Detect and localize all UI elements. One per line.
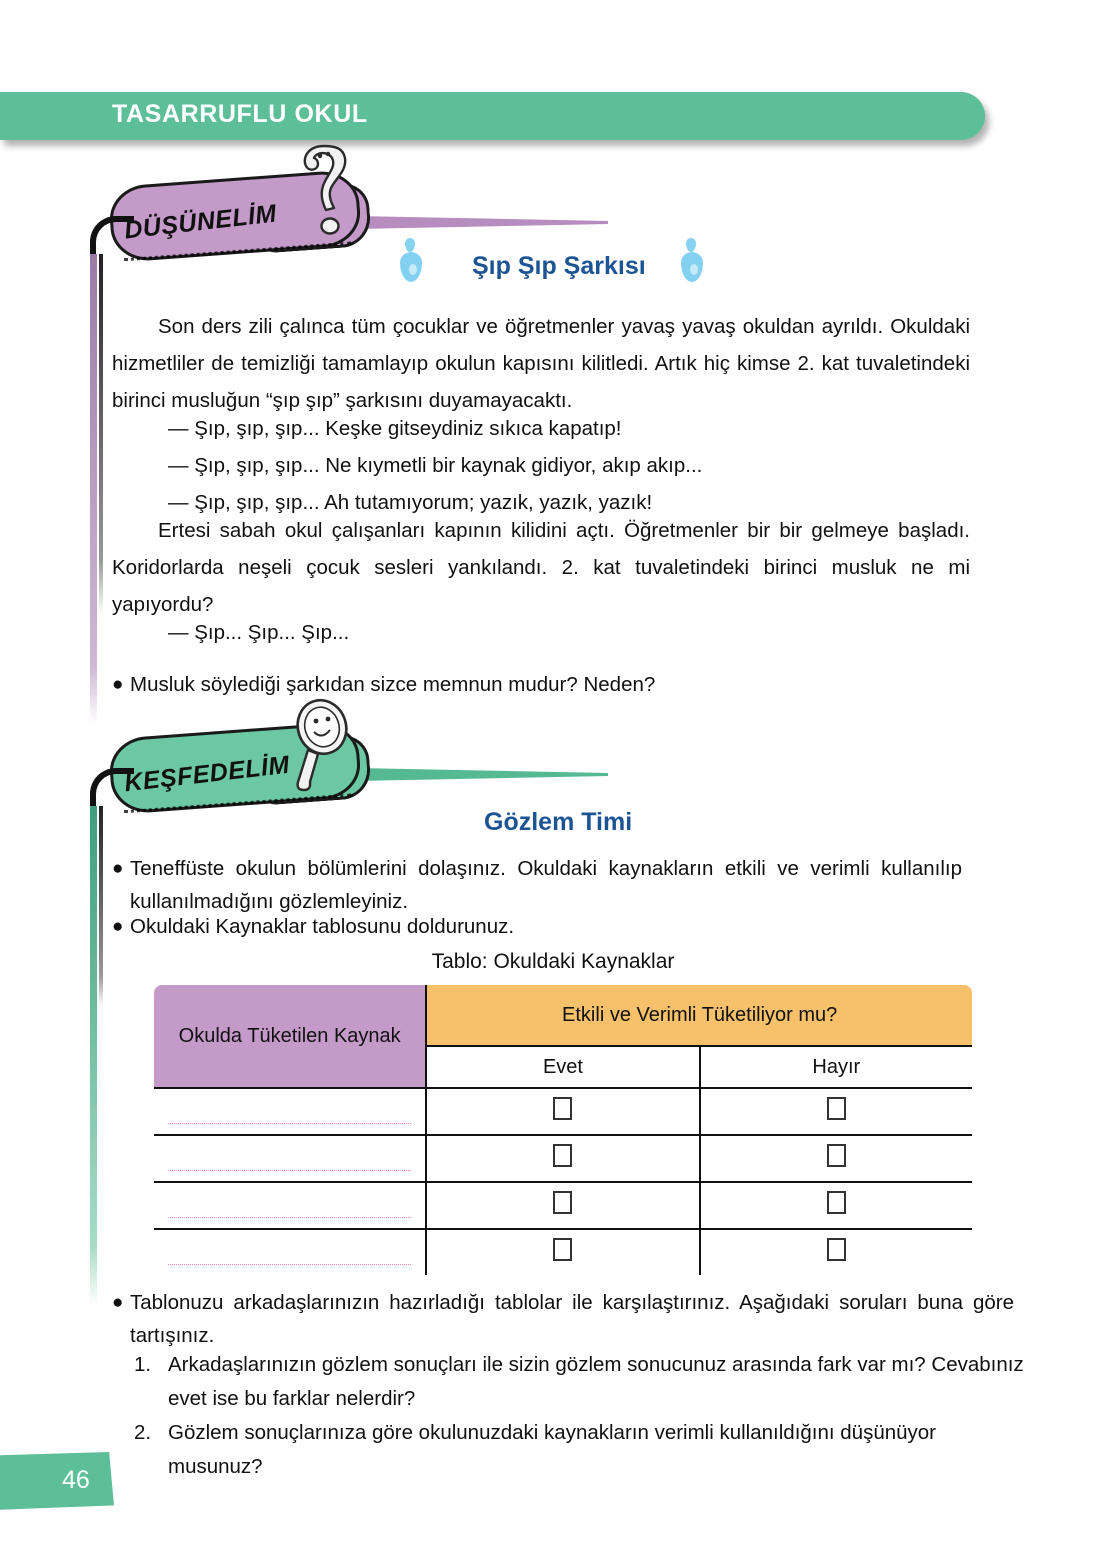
closing-question-2 — [134, 1416, 1034, 1484]
bullet-icon: ● — [112, 916, 124, 937]
resource-input-cell[interactable] — [153, 1135, 426, 1182]
dusunelim-question-text: Musluk söylediği şarkıdan sizce memnun mudur? Neden? — [130, 673, 656, 696]
dialogue-line-2: — Şıp, şıp, şıp... Ne kıymetli bir kaynak gidiyor, akıp akıp... — [168, 454, 703, 477]
dusunelim-question-bullet — [112, 668, 972, 701]
closing-bullet — [112, 1286, 1024, 1352]
page-number: 46 — [62, 1466, 90, 1494]
hayir-checkbox-cell[interactable] — [700, 1229, 973, 1276]
story-paragraph-2: Ertesi sabah okul çalışanları kapının kilidini açtı. Öğretmenler bir bir gelmeye başladı. Koridorlarda neşeli çocuk sesleri yankılandı. 2. kat tuvaletindeki birinci musluk ne mi yapıyordu? — [112, 519, 970, 616]
badge-stem — [90, 806, 97, 1306]
evet-checkbox-cell[interactable] — [426, 1182, 699, 1229]
col-header-evet: Evet — [426, 1046, 699, 1088]
table-row — [153, 1229, 973, 1276]
gozlem-timi-heading: Gözlem Timi — [484, 808, 633, 836]
question-1-number: 1. — [134, 1353, 152, 1376]
evet-checkbox[interactable] — [553, 1097, 572, 1120]
col-header-question: Etkili ve Verimli Tüketiliyor mu? — [426, 984, 973, 1046]
badge-stem-shadow — [99, 806, 103, 1006]
kesfedelim-bullet-1 — [112, 852, 974, 918]
page-title: TASARRUFLU OKUL — [112, 100, 368, 128]
dialogue-line-3: — Şıp, şıp, şıp... Ah tutamıyorum; yazık, yazık, yazık! — [168, 491, 653, 514]
badge-tail — [356, 768, 608, 781]
badge-stem-shadow — [99, 254, 103, 614]
dusunelim-badge-label: DÜŞÜNELİM — [122, 199, 279, 245]
dialogue-line-4: — Şıp... Şıp... Şıp... — [168, 621, 350, 644]
kesfedelim-badge-label: KEŞFEDELİM — [122, 750, 292, 798]
write-guide-line — [168, 1217, 411, 1218]
resource-input-cell[interactable] — [153, 1229, 426, 1276]
table-caption: Tablo: Okuldaki Kaynaklar — [431, 950, 675, 973]
water-drop-mini-right — [686, 238, 696, 252]
sip-sip-sarkisi-heading: Şıp Şıp Şarkısı — [472, 252, 646, 280]
evet-checkbox[interactable] — [553, 1238, 572, 1261]
dialogue-line-1: — Şıp, şıp, şıp... Keşke gitseydiniz sıkıca kapatıp! — [168, 417, 622, 440]
resource-input-cell[interactable] — [153, 1182, 426, 1229]
write-guide-line — [168, 1123, 411, 1124]
evet-checkbox-cell[interactable] — [426, 1135, 699, 1182]
water-drop-icon-right — [681, 252, 703, 282]
hayir-checkbox-cell[interactable] — [700, 1088, 973, 1135]
question-2-number: 2. — [134, 1421, 152, 1444]
hayir-checkbox-cell[interactable] — [700, 1182, 973, 1229]
evet-checkbox-cell[interactable] — [426, 1088, 699, 1135]
closing-question-1 — [134, 1348, 1034, 1416]
write-guide-line — [168, 1170, 411, 1171]
hayir-checkbox-cell[interactable] — [700, 1135, 973, 1182]
evet-checkbox-cell[interactable] — [426, 1229, 699, 1276]
evet-checkbox[interactable] — [553, 1191, 572, 1214]
evet-checkbox[interactable] — [553, 1144, 572, 1167]
question-mark-icon — [290, 138, 362, 254]
write-guide-line — [168, 1264, 411, 1265]
story-paragraph-1: Son ders zili çalınca tüm çocuklar ve öğretmenler yavaş yavaş okuldan ayrıldı. Okuldaki hizmetliler de temizliği tamamlayıp okulun kapısını kilitledi. Artık hiç kimse 2. kat tuvaletindeki birinci musluğun “şıp şıp” şarkısını duyamayacaktı. — [112, 315, 970, 412]
resource-input-cell[interactable] — [153, 1088, 426, 1135]
table-header-row — [153, 984, 973, 1046]
page-number-tab — [0, 1452, 114, 1510]
col-header-hayir: Hayır — [700, 1046, 973, 1088]
hayir-checkbox[interactable] — [827, 1191, 846, 1214]
hayir-checkbox[interactable] — [827, 1097, 846, 1120]
col-header-resource: Okulda Tüketilen Kaynak — [153, 984, 426, 1088]
kesfedelim-bullet-2 — [112, 910, 974, 943]
hayir-checkbox[interactable] — [827, 1144, 846, 1167]
kesfedelim-bullet-1-text: Teneffüste okulun bölümlerini dolaşınız. Okuldaki kaynakların etkili ve verimli kullanılıp kullanılmadığını gözlemleyiniz. — [130, 857, 962, 913]
question-1-text: Arkadaşlarınızın gözlem sonuçları ile sizin gözlem sonucunuz arasında fark var mı? Cevabınız evet ise bu farklar nelerdir? — [168, 1353, 1024, 1410]
magnifying-glass-icon — [280, 694, 366, 802]
badge-stem — [90, 254, 97, 724]
bullet-icon: ● — [112, 1292, 124, 1313]
table-row — [153, 1135, 973, 1182]
okuldaki-kaynaklar-table — [152, 983, 974, 1277]
bullet-icon: ● — [112, 858, 124, 879]
hayir-checkbox[interactable] — [827, 1238, 846, 1261]
table-row — [153, 1182, 973, 1229]
kesfedelim-bullet-2-text: Okuldaki Kaynaklar tablosunu doldurunuz. — [130, 915, 515, 938]
table-row — [153, 1088, 973, 1135]
badge-tail — [356, 216, 608, 229]
closing-bullet-text: Tablonuzu arkadaşlarınızın hazırladığı tablolar ile karşılaştırınız. Aşağıdaki soruları buna göre tartışınız. — [130, 1291, 1014, 1347]
bullet-icon: ● — [112, 674, 124, 695]
question-2-text: Gözlem sonuçlarınıza göre okulunuzdaki kaynakların verimli kullanıldığını düşünüyor musunuz? — [168, 1421, 937, 1478]
